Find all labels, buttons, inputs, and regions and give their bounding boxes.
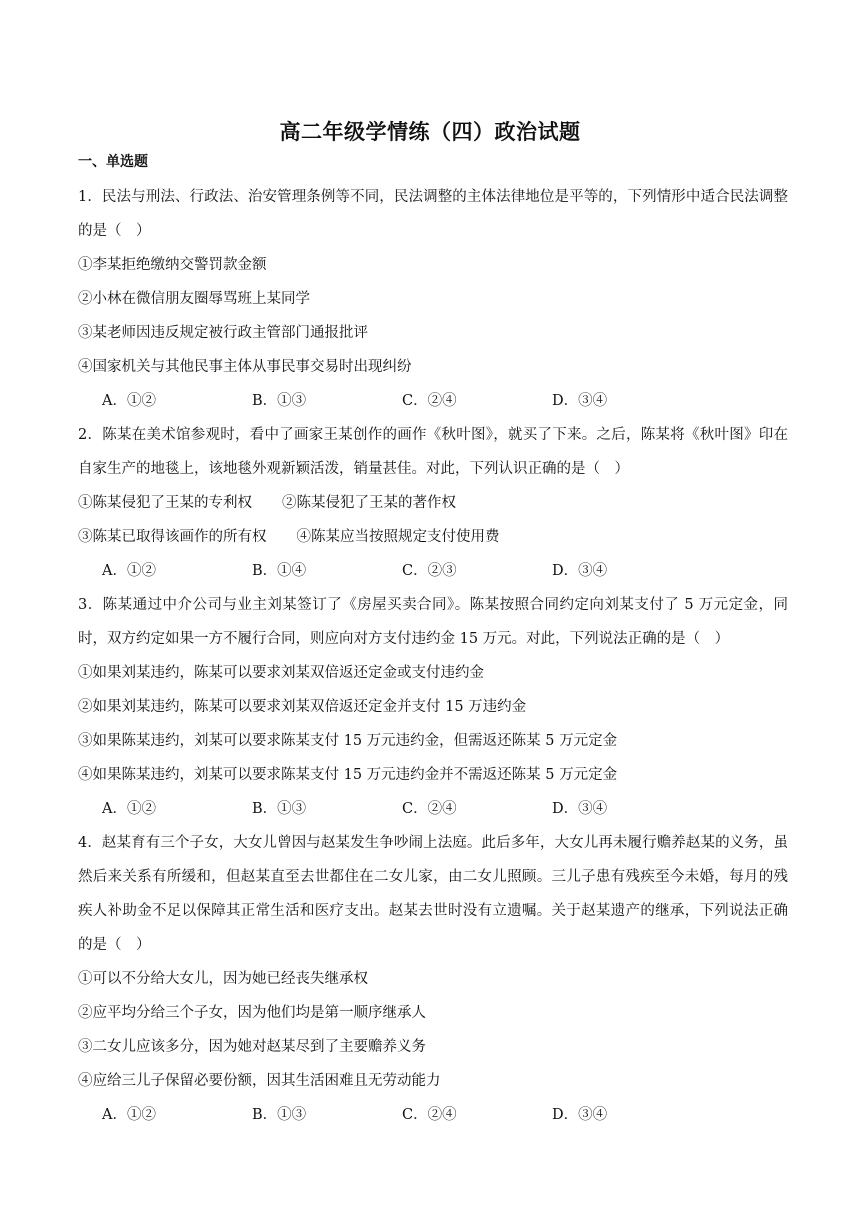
statement: ④如果陈某违约，刘某可以要求陈某支付 15 万元违约金并不需返还陈某 5 万元定金 xyxy=(78,767,618,783)
option-a: A．①② xyxy=(102,563,156,579)
option-c: C．②③ xyxy=(402,563,457,579)
statement: ②陈某侵犯了王某的著作权 xyxy=(282,495,456,511)
option-b: B．①④ xyxy=(252,563,307,579)
option-c: C．②④ xyxy=(402,393,457,409)
option-c: C．②④ xyxy=(402,801,457,817)
option-a: A．①② xyxy=(102,393,156,409)
statement: ③陈某已取得该画作的所有权 xyxy=(78,529,267,545)
option-b: B．①③ xyxy=(252,393,307,409)
question-1 xyxy=(78,180,788,418)
option-b: B．①③ xyxy=(252,1107,307,1123)
question-2 xyxy=(78,418,788,588)
question-stem: 1．民法与刑法、行政法、治安管理条例等不同，民法调整的主体法律地位是平等的，下列情形中适合民法调整的是（ ） xyxy=(78,189,788,239)
section-heading: 一、单选题 xyxy=(78,154,148,170)
answer-options xyxy=(78,554,788,588)
answer-options xyxy=(78,792,788,826)
option-d: D．③④ xyxy=(552,801,608,817)
statement: ③二女儿应该多分，因为她对赵某尽到了主要赡养义务 xyxy=(78,1039,426,1055)
answer-options xyxy=(78,384,788,418)
question-4 xyxy=(78,826,788,1132)
statement: ③如果陈某违约，刘某可以要求陈某支付 15 万元违约金，但需返还陈某 5 万元定金 xyxy=(78,733,618,749)
statement: ④应给三儿子保留必要份额，因其生活困难且无劳动能力 xyxy=(78,1073,441,1089)
option-d: D．③④ xyxy=(552,393,608,409)
question-stem: 4．赵某育有三个子女，大女儿曾因与赵某发生争吵闹上法庭。此后多年，大女儿再未履行赡养赵某的义务，虽然后来关系有所缓和，但赵某直至去世都住在二女儿家，由二女儿照顾。三儿子患有残疾至今未婚，每月的残疾人补助金不足以保障其正常生活和医疗支出。赵某去世时没有立遗嘱。关于赵某遗产的继承，下列说法正确的是（ ） xyxy=(78,835,788,953)
statement-row xyxy=(78,486,788,520)
question-stem: 2．陈某在美术馆参观时，看中了画家王某创作的画作《秋叶图》，就买了下来。之后，陈某将《秋叶图》印在自家生产的地毯上，该地毯外观新颖活泼，销量甚佳。对此，下列认识正确的是（ ） xyxy=(78,427,788,477)
option-d: D．③④ xyxy=(552,1107,608,1123)
option-d: D．③④ xyxy=(552,563,608,579)
answer-options xyxy=(78,1098,788,1132)
statement: ①陈某侵犯了王某的专利权 xyxy=(78,495,252,511)
statement: ①可以不分给大女儿，因为她已经丧失继承权 xyxy=(78,971,368,987)
option-a: A．①② xyxy=(102,801,156,817)
option-c: C．②④ xyxy=(402,1107,457,1123)
statement: ③某老师因违反规定被行政主管部门通报批评 xyxy=(78,325,368,341)
option-b: B．①③ xyxy=(252,801,307,817)
statement: ④陈某应当按照规定支付使用费 xyxy=(296,529,500,545)
statement: ①如果刘某违约，陈某可以要求刘某双倍返还定金或支付违约金 xyxy=(78,665,484,681)
question-3 xyxy=(78,588,788,826)
statement-row xyxy=(78,520,788,554)
statement: ②应平均分给三个子女，因为他们均是第一顺序继承人 xyxy=(78,1005,426,1021)
question-list xyxy=(78,180,788,1132)
option-a: A．①② xyxy=(102,1107,156,1123)
page-title: 高二年级学情练（四）政治试题 xyxy=(279,120,581,144)
statement: ①李某拒绝缴纳交警罚款金额 xyxy=(78,257,267,273)
statement: ②小林在微信朋友圈辱骂班上某同学 xyxy=(78,291,310,307)
statement: ④国家机关与其他民事主体从事民事交易时出现纠纷 xyxy=(78,359,412,375)
statement: ②如果刘某违约，陈某可以要求刘某双倍返还定金并支付 15 万违约金 xyxy=(78,699,527,715)
question-stem: 3．陈某通过中介公司与业主刘某签订了《房屋买卖合同》。陈某按照合同约定向刘某支付了 5 万元定金，同时，双方约定如果一方不履行合同，则应向对方支付违约金 15 万元。对此，下列说法正确的是（ ） xyxy=(78,597,788,647)
